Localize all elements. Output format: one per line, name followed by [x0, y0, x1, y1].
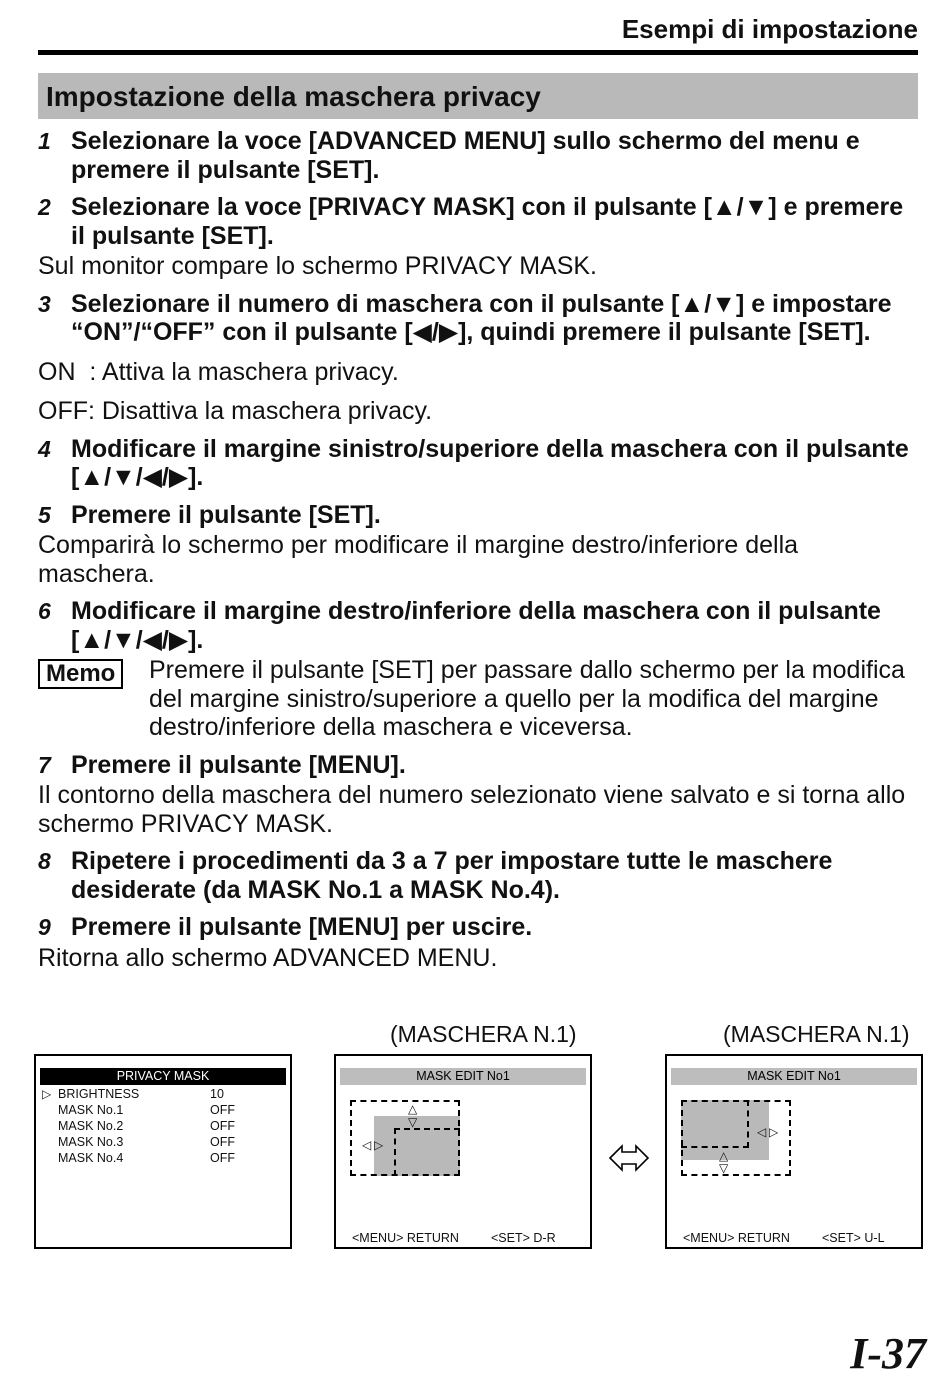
- screen-title: MASK EDIT No1: [671, 1068, 917, 1085]
- step-note: Il contorno della maschera del numero selezionato viene salvato e si torna allo schermo PRIVACY MASK.: [38, 781, 906, 838]
- return-hint: <MENU> RETURN: [352, 1231, 459, 1245]
- page-number: I-37: [850, 1329, 926, 1378]
- step-text: Ripetere i procedimenti da 3 a 7 per impostare tutte le maschere desiderate (da MASK No.1 a MASK No.4).: [71, 847, 833, 904]
- step-text: Selezionare la voce [PRIVACY MASK] con il pulsante [▲/▼] e premere il pulsante [SET].: [71, 193, 904, 250]
- menu-row-value: OFF: [210, 1103, 235, 1117]
- step-8: [38, 847, 920, 904]
- menu-row-label: MASK No.3: [58, 1135, 124, 1149]
- mask-caption: (MASCHERA N.1): [390, 1021, 577, 1047]
- step-5: [38, 501, 920, 530]
- step-1: [38, 127, 920, 184]
- menu-row-label: MASK No.4: [58, 1151, 124, 1165]
- step-text: Selezionare la voce [ADVANCED MENU] sullo schermo del menu e premere il pulsante [SET].: [71, 127, 860, 184]
- menu-row-value: OFF: [210, 1151, 235, 1165]
- triangle-right-icon: ▷: [42, 1087, 52, 1101]
- step-7: [38, 751, 920, 780]
- step-text: Premere il pulsante [MENU] per uscire.: [71, 913, 533, 941]
- step-text: Modificare il margine destro/inferiore della maschera con il pulsante [▲/▼/◀/▶].: [71, 597, 881, 654]
- set-hint: <SET> U-L: [822, 1231, 885, 1245]
- section-title: Impostazione della maschera privacy: [38, 73, 918, 119]
- step-text: Selezionare il numero di maschera con il pulsante [▲/▼] e impostare “ON”/“OFF” con il pulsante [◀/▶], quindi premere il pulsante [SET].: [71, 289, 892, 346]
- set-hint: <SET> D-R: [491, 1231, 556, 1245]
- step-number: 9: [38, 914, 51, 940]
- left-arrow-icon: ◁: [362, 1138, 372, 1152]
- step-number: 1: [38, 128, 51, 154]
- off-description: OFF: Disattiva la maschera privacy.: [38, 397, 433, 425]
- on-description: ON : Attiva la maschera privacy.: [38, 357, 399, 386]
- step-text: Modificare il margine sinistro/superiore della maschera con il pulsante [▲/▼/◀/▶].: [71, 434, 909, 491]
- step-6: [38, 597, 920, 654]
- instructions: [38, 127, 920, 972]
- right-arrow-icon: ▷: [374, 1138, 384, 1152]
- memo: [38, 656, 920, 742]
- step-number: 3: [38, 290, 51, 317]
- memo-text: Premere il pulsante [SET] per passare dallo schermo per la modifica del margine sinistro/superiore a quello per la modifica del margine destro/inferiore della maschera e viceversa.: [149, 656, 905, 741]
- down-arrow-icon: ▽: [408, 1115, 418, 1129]
- menu-row-label: MASK No.2: [58, 1119, 124, 1133]
- step-note: Ritorna allo schermo ADVANCED MENU.: [38, 943, 498, 972]
- mask-caption: (MASCHERA N.1): [723, 1021, 910, 1047]
- menu-row-value: OFF: [210, 1135, 235, 1149]
- step-9: [38, 913, 920, 942]
- privacy-mask-screen: [34, 1054, 292, 1249]
- menu-row-label: MASK No.1: [58, 1103, 124, 1117]
- step-number: 2: [38, 194, 51, 220]
- memo-badge: Memo: [38, 659, 123, 689]
- step-note: Comparirà lo schermo per modificare il margine destro/inferiore della maschera.: [38, 531, 799, 588]
- step-number: 6: [38, 598, 51, 624]
- up-arrow-icon: △: [719, 1149, 729, 1163]
- step-3: [38, 290, 920, 347]
- double-arrow-icon: [608, 1140, 650, 1176]
- mask-outline-inner: [681, 1100, 749, 1148]
- step-number: 8: [38, 848, 51, 874]
- step-2: [38, 193, 920, 250]
- mask-edit-ul-screen: [665, 1054, 923, 1249]
- menu-row-value: 10: [210, 1087, 224, 1101]
- menu-row-value: OFF: [210, 1119, 235, 1133]
- down-arrow-icon: ▽: [719, 1161, 729, 1175]
- mask-edit-dr-screen: [334, 1054, 592, 1249]
- step-note: Sul monitor compare lo schermo PRIVACY MASK.: [38, 252, 597, 280]
- right-arrow-icon: ▷: [769, 1125, 779, 1139]
- return-hint: <MENU> RETURN: [683, 1231, 790, 1245]
- mask-outline-inner: [394, 1128, 460, 1176]
- screen-title: MASK EDIT No1: [340, 1068, 586, 1085]
- step-4: [38, 435, 920, 492]
- left-arrow-icon: ◁: [757, 1125, 767, 1139]
- step-number: 4: [38, 435, 51, 462]
- step-number: 7: [38, 751, 51, 778]
- menu-row-label: BRIGHTNESS: [58, 1087, 140, 1101]
- step-number: 5: [38, 501, 51, 528]
- header-title: Esempi di impostazione: [621, 14, 918, 44]
- step-text: Premere il pulsante [MENU].: [71, 750, 406, 779]
- header-rule: [38, 50, 918, 55]
- step-text: Premere il pulsante [SET].: [71, 500, 381, 529]
- screen-title: PRIVACY MASK: [40, 1068, 286, 1085]
- up-arrow-icon: △: [408, 1102, 418, 1116]
